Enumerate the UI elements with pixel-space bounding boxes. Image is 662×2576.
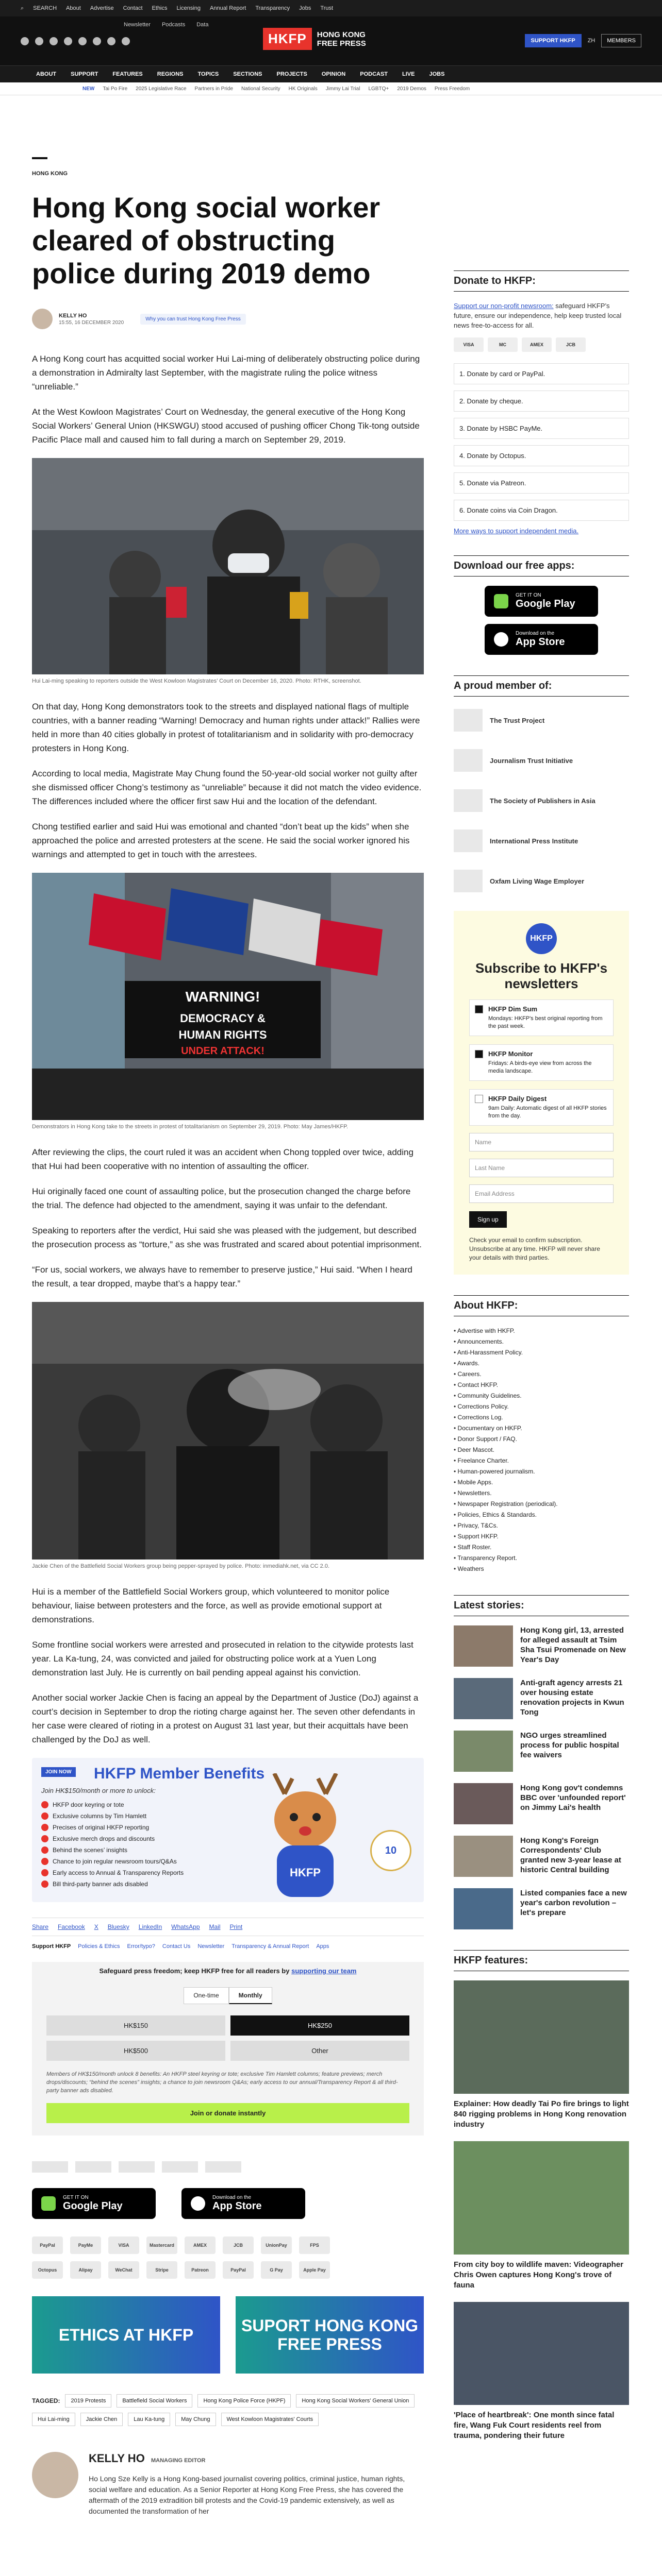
nav-item[interactable]: REGIONS — [157, 71, 184, 77]
about-link[interactable]: • Support HKFP. — [454, 1531, 629, 1542]
app-store-button[interactable]: Download on the App Store — [485, 624, 598, 655]
main-nav — [0, 65, 662, 82]
member-logo[interactable]: The Trust Project — [454, 706, 629, 735]
share-link[interactable]: Mail — [209, 1923, 221, 1930]
header-link[interactable]: Newsletter — [124, 22, 151, 28]
footer-link[interactable]: Apps — [316, 1943, 329, 1950]
about-link[interactable]: • Documentary on HKFP. — [454, 1423, 629, 1434]
nav-item[interactable]: PROJECTS — [276, 71, 307, 77]
trending-item[interactable]: 2019 Demos — [397, 86, 426, 92]
support-links-row — [32, 1943, 424, 1950]
logo-text: HONG KONG FREE PRESS — [317, 30, 366, 48]
story-card[interactable] — [454, 1678, 629, 1719]
story-title[interactable]: Hong Kong's Foreign Correspondents' Club granted new 3-year lease at historic Central building — [520, 1836, 621, 1874]
members-button[interactable]: MEMBERS — [601, 34, 641, 47]
about-link[interactable]: • Advertise with HKFP. — [454, 1326, 629, 1336]
member-logo[interactable]: Journalism Trust Initiative — [454, 746, 629, 775]
about-link[interactable]: • Careers. — [454, 1369, 629, 1380]
sidebar-heading: A proud member of: — [454, 675, 629, 697]
section-label[interactable]: HONG KONG — [32, 171, 68, 177]
promo-subtitle: Join HK$150/month or more to unlock: — [41, 1787, 156, 1794]
donate-option[interactable]: 3. Donate by HSBC PayMe. — [454, 418, 629, 439]
facebook-icon[interactable] — [21, 37, 29, 45]
author-bio-text: Ho Long Sze Kelly is a Hong Kong-based journalist covering politics, criminal justice, human rights, social welfare and education. As a Senior Reporter at Hong Kong Free Press, she has covered the aftermath of the 2019 extradition bill protests and the Covid-19 pandemic extensively, as well as documented the transformation of her — [89, 2475, 405, 2515]
about-link[interactable]: • Mobile Apps. — [454, 1477, 629, 1488]
about-link[interactable]: • Corrections Policy. — [454, 1401, 629, 1412]
nav-item[interactable]: OPINION — [321, 71, 346, 77]
amount-option[interactable]: HK$250 — [230, 2015, 409, 2036]
footer-link[interactable]: Error/typo? — [127, 1943, 155, 1950]
search-icon[interactable]: ⌕ — [21, 5, 24, 11]
about-link[interactable]: • Newsletters. — [454, 1488, 629, 1499]
donate-option[interactable]: 6. Donate coins via Coin Dragon. — [454, 500, 629, 521]
benefit-item: Precises of original HKFP reporting — [41, 1824, 184, 1831]
sidebar-heading: About HKFP: — [454, 1295, 629, 1316]
share-link[interactable]: WhatsApp — [171, 1923, 200, 1930]
donate-option[interactable]: 1. Donate by card or PayPal. — [454, 363, 629, 384]
photo-pepper-spray — [32, 1302, 424, 1560]
trending-bar — [0, 82, 662, 95]
newsletter-option[interactable]: HKFP Dim Sum Mondays: HKFP's best original reporting from the past week. — [469, 999, 614, 1036]
newsletter-option[interactable]: HKFP Monitor Fridays: A birds-eye view from across the media landscape. — [469, 1044, 614, 1081]
about-link[interactable]: • Announcements. — [454, 1336, 629, 1347]
threads-icon[interactable] — [64, 37, 72, 45]
membership-panel — [454, 675, 629, 895]
trending-item[interactable]: Jimmy Lai Trial — [325, 86, 360, 92]
membership-promo[interactable] — [32, 1758, 424, 1902]
check-icon — [41, 1801, 48, 1808]
donate-panel — [454, 270, 629, 535]
features-panel — [454, 1950, 629, 2441]
sidebar-heading: Download our free apps: — [454, 555, 629, 577]
share-link[interactable]: Facebook — [58, 1923, 85, 1930]
donate-button[interactable]: Join or donate instantly — [46, 2103, 409, 2123]
payment-logo[interactable]: Mastercard — [146, 2236, 177, 2254]
benefit-item: Early access to Annual & Transparency Reports — [41, 1869, 184, 1876]
benefit-item: Exclusive merch drops and discounts — [41, 1835, 184, 1842]
paragraph: A Hong Kong court has acquitted social worker Hui Lai-ming of deliberately obstructing police during a demonstration in Admiralty last September, with the magistrate ruling the police witness “unreliable.” — [32, 354, 420, 392]
publish-date: 15:55, 16 DECEMBER 2020 — [59, 319, 124, 326]
amount-option[interactable]: HK$500 — [46, 2041, 225, 2061]
about-links — [454, 1326, 629, 1574]
donate-option[interactable]: 2. Donate by cheque. — [454, 391, 629, 412]
nav-item[interactable]: SUPPORT — [71, 71, 98, 77]
checkbox[interactable] — [475, 1095, 483, 1103]
about-link[interactable]: • Deer Mascot. — [454, 1445, 629, 1455]
benefit-item: HKFP door keyring or tote — [41, 1801, 184, 1808]
topbar-item[interactable]: Transparency — [255, 5, 290, 11]
about-link[interactable]: • Human-powered journalism. — [454, 1466, 629, 1477]
payment-logo[interactable]: Apple Pay — [299, 2261, 330, 2279]
payment-methods — [32, 2236, 424, 2279]
apple-icon — [494, 632, 508, 647]
paragraph: Hui originally faced one count of assaulting police, but the prosecution changed the charge before the trial. The defence had objected to the amendment, saying it was unfair to the defendant. — [32, 1187, 411, 1210]
footer-link[interactable]: Newsletter — [197, 1943, 225, 1950]
trending-item[interactable]: LGBTQ+ — [368, 86, 389, 92]
support-team-link[interactable]: supporting our team — [291, 1967, 357, 1975]
trending-item[interactable]: HK Originals — [288, 86, 318, 92]
svg-text:DEMOCRACY &: DEMOCRACY & — [180, 1012, 266, 1025]
svg-text:UNDER ATTACK!: UNDER ATTACK! — [181, 1045, 264, 1057]
partner-logo[interactable] — [32, 2161, 68, 2173]
partner-logo[interactable] — [205, 2161, 241, 2173]
about-link[interactable]: • Awards. — [454, 1358, 629, 1369]
last-name-input[interactable]: Last Name — [469, 1159, 614, 1177]
sidebar-heading: Latest stories: — [454, 1595, 629, 1616]
about-link[interactable]: • Corrections Log. — [454, 1412, 629, 1423]
share-link[interactable]: LinkedIn — [138, 1923, 162, 1930]
story-title[interactable]: NGO urges streamlined process for public hospital fee waivers — [520, 1731, 619, 1759]
email-input[interactable]: Email Address — [469, 1184, 614, 1203]
instagram-icon[interactable] — [49, 37, 58, 45]
google-play-icon — [494, 594, 508, 608]
check-icon — [41, 1812, 48, 1820]
story-card[interactable] — [454, 1836, 629, 1877]
donate-widget — [32, 1962, 424, 2136]
share-link[interactable]: Share — [32, 1923, 49, 1930]
story-card[interactable] — [454, 1625, 629, 1667]
payment-logo[interactable]: AMEX — [185, 2236, 216, 2254]
section-rule — [32, 157, 47, 159]
author-name[interactable]: KELLY HO — [59, 312, 87, 319]
member-logo[interactable]: Oxfam Living Wage Employer — [454, 867, 629, 895]
article — [32, 95, 424, 2517]
feature-image[interactable] — [454, 2141, 629, 2255]
check-icon — [41, 1869, 48, 1876]
frequency-toggle — [32, 1987, 424, 2004]
payment-logo[interactable]: Patreon — [185, 2261, 216, 2279]
paragraph: Chong testified earlier and said Hui was emotional and chanted “don’t beat up the kids” when she approached the police and arrested protesters at the scene. He said the social worker ignored his warnings and attempted to get in touch with the arrestees. — [32, 822, 410, 859]
story-card[interactable] — [454, 1731, 629, 1772]
article-body — [32, 352, 424, 1902]
nav-item[interactable]: SECTIONS — [233, 71, 262, 77]
photo-court-reporters — [32, 458, 424, 674]
check-icon — [41, 1880, 48, 1888]
donate-note: Members of HK$150/month unlock 8 benefits: An HKFP steel keyring or tote; exclusive Tim Hamlett columns; feature previews; merch drops/discounts; “behind the scenes” insights; a chance to join newsroom Q&As; early access to our annual/Transparency Report & all third-party banner ads disabled. — [46, 2071, 398, 2094]
donate-heading: Safeguard press freedom; keep HKFP free for all readers by supporting our team — [99, 1967, 357, 1975]
about-link[interactable]: • Transparency Report. — [454, 1553, 629, 1564]
trending-item[interactable]: Tai Po Fire — [103, 86, 128, 92]
deer-mascot-illustration — [249, 1773, 362, 1897]
app-store-button[interactable]: Download on the App Store — [181, 2188, 305, 2219]
check-icon — [41, 1824, 48, 1831]
nav-item[interactable]: FEATURES — [112, 71, 143, 77]
paragraph: Hui is a member of the Battlefield Social Workers group, which volunteered to monitor police behaviour, liaise between protesters and the force, as well as provide emotional support at demonstrations. — [32, 1587, 390, 1624]
paragraph: On that day, Hong Kong demonstrators took to the streets and displayed national flags of multiple countries, with a banner reading “Warning! Democracy and human rights under attack!” Rallies were held in more than 40 cities globally in protest of totalitarianism and in solidarity with pro-democracy protesters in Hong Kong. — [32, 702, 420, 753]
author-bio — [32, 2452, 424, 2517]
promo-title: HKFP Member Benefits — [94, 1765, 265, 1782]
svg-text:HUMAN RIGHTS: HUMAN RIGHTS — [178, 1028, 267, 1041]
topbar-item[interactable]: Jobs — [299, 5, 311, 11]
ethics-banner[interactable]: ETHICS AT HKFP — [32, 2296, 220, 2374]
donate-option[interactable]: 5. Donate via Patreon. — [454, 472, 629, 494]
payment-logo[interactable]: Octopus — [32, 2261, 63, 2279]
svg-text:HKFP: HKFP — [290, 1866, 321, 1879]
about-link[interactable]: • Staff Roster. — [454, 1542, 629, 1553]
payment-logo[interactable]: FPS — [299, 2236, 330, 2254]
support-link[interactable]: Support HKFP — [32, 1943, 71, 1950]
sidebar-heading: HKFP features: — [454, 1950, 629, 1971]
story-thumbnail[interactable] — [454, 1836, 513, 1877]
about-panel — [454, 1295, 629, 1574]
payment-logo[interactable]: PayMe — [70, 2236, 101, 2254]
tagged-label: TAGGED: — [32, 2397, 60, 2404]
about-link[interactable]: • Policies, Ethics & Standards. — [454, 1510, 629, 1520]
trending-item[interactable]: Press Freedom — [434, 86, 470, 92]
feature-image[interactable] — [454, 2302, 629, 2405]
paragraph: Some frontline social workers were arrested and prosecuted in relation to the citywide protests last year. La Ka-tung, 24, was convicted and jailed for obstructing police work at a Yuen Long demonstration last July. He is currently on bail pending appeal against his conviction. — [32, 1640, 413, 1677]
name-input[interactable]: Name — [469, 1133, 614, 1151]
trending-item[interactable]: National Security — [241, 86, 280, 92]
story-thumbnail[interactable] — [454, 1888, 513, 1929]
feature-image[interactable] — [454, 1980, 629, 2094]
about-link[interactable]: • Freelance Charter. — [454, 1455, 629, 1466]
story-card[interactable] — [454, 1888, 629, 1929]
article-photo[interactable] — [32, 873, 424, 1120]
photo-caption: Hui Lai-ming speaking to reporters outside the West Kowloon Magistrates’ Court on December 16, 2020. Photo: RTHK, screenshot. — [32, 678, 361, 684]
donate-option[interactable]: 4. Donate by Octopus. — [454, 445, 629, 466]
language-switch[interactable]: ZH — [587, 38, 595, 44]
benefit-item: Exclusive columns by Tim Hamlett — [41, 1812, 184, 1820]
newsletter-signup — [454, 911, 629, 1275]
check-icon — [41, 1835, 48, 1842]
payment-logo[interactable]: VISA — [108, 2236, 139, 2254]
trending-item[interactable]: 2025 Legislative Race — [136, 86, 187, 92]
nav-item[interactable]: JOBS — [429, 71, 445, 77]
author-avatar[interactable] — [32, 2452, 78, 2498]
utility-bar — [0, 0, 662, 16]
card-logo: JCB — [556, 337, 586, 352]
newsletter-option[interactable]: HKFP Daily Digest 9am Daily: Automatic digest of all HKFP stories from the day. — [469, 1089, 614, 1126]
header-actions — [525, 34, 641, 47]
payment-logo[interactable]: Alipay — [70, 2261, 101, 2279]
tag-chip[interactable]: 2019 Protests — [65, 2394, 111, 2408]
paragraph: After reviewing the clips, the court ruled it was an accident when Chong toppled over twice, adding that Hui had been cooperative with no intention of assaulting the officer. — [32, 1147, 413, 1171]
checkbox[interactable] — [475, 1050, 483, 1058]
topbar-tag[interactable]: Trust — [320, 5, 334, 11]
share-link[interactable]: X — [94, 1923, 98, 1930]
header-link[interactable]: Data — [196, 22, 209, 28]
sidebar — [454, 95, 629, 2452]
partner-logo[interactable] — [162, 2161, 198, 2173]
whatsapp-icon[interactable] — [93, 37, 101, 45]
tag-chip[interactable]: Hong Kong Social Workers' General Union — [296, 2394, 415, 2408]
donate-options — [454, 363, 629, 521]
benefit-item: Behind the scenes’ insights — [41, 1846, 184, 1854]
tag-chip[interactable]: Battlefield Social Workers — [117, 2394, 192, 2408]
tag-chip[interactable]: Hui Lai-ming — [32, 2413, 75, 2426]
anniversary-badge: 10 — [370, 1830, 411, 1871]
amount-options — [32, 2004, 424, 2061]
trust-link[interactable]: Why you can trust Hong Kong Free Press — [140, 314, 246, 325]
amount-option[interactable]: Other — [230, 2041, 409, 2061]
support-hkfp-button[interactable]: SUPPORT HKFP — [525, 34, 582, 47]
mail-icon[interactable] — [107, 37, 115, 45]
feature-title[interactable]: From city boy to wildlife maven: Videographer Chris Owen captures Hong Kong's trove of fauna — [454, 2260, 623, 2290]
byline — [32, 309, 424, 329]
site-logo[interactable] — [263, 28, 366, 50]
logo-mark: HKFP — [263, 28, 312, 50]
footer-link[interactable]: Transparency & Annual Report — [231, 1943, 309, 1950]
member-logo[interactable]: The Society of Publishers in Asia — [454, 786, 629, 815]
hkfp-logo: HKFP — [526, 923, 557, 954]
paragraph: According to local media, Magistrate May Chung found the 50-year-old social worker not guilty after she dismissed officer Chong’s testimony as “unreliable” because it did not match the video evidence. The differences included where the officer first saw Hui and the location of the defendant. — [32, 769, 422, 806]
paragraph: Another social worker Jackie Chen is facing an appeal by the Department of Justice (DoJ) against a court’s decision in September to drop the rioting charge against her. The seven other defendants in her case were cleared of rioting in a protest on August 31 last year, but their acquittals have been challenged by the DoJ as well. — [32, 1693, 419, 1744]
tag-chip[interactable]: Jackie Chen — [80, 2413, 123, 2426]
promo-banners — [32, 2296, 424, 2374]
author-avatar[interactable] — [32, 309, 53, 329]
photo-protest-march — [32, 873, 424, 1120]
paragraph: Speaking to reporters after the verdict, Hui said she was pleased with the judgement, but described the prosecution process as “torture,” as she was frustrated and scared about potential imprisonment. — [32, 1226, 422, 1249]
paragraph: “For us, social workers, we always have to remember to preserve justice,” Hui said. “When I heard the result, a tear dropped, maybe that’s a happy tear.” — [32, 1265, 412, 1289]
payment-logo[interactable]: WeChat — [108, 2261, 139, 2279]
about-link[interactable]: • Privacy, T&Cs. — [454, 1520, 629, 1531]
topbar-item[interactable]: Contact — [123, 5, 143, 11]
article-photo[interactable] — [32, 1302, 424, 1560]
share-bar — [32, 1918, 424, 1936]
feature-title[interactable]: Explainer: How deadly Tai Po fire brings to light 840 rigging problems in Hong Kong renovation industry — [454, 2099, 629, 2129]
payment-logo[interactable]: Stripe — [146, 2261, 177, 2279]
payment-logo[interactable]: PayPal — [223, 2261, 254, 2279]
author-name[interactable]: KELLY HO — [89, 2452, 145, 2465]
topbar-item[interactable]: Licensing — [176, 5, 201, 11]
feature-title[interactable]: 'Place of heartbreak': One month since fatal fire, Wang Fuk Court residents reel from trauma, pondering their future — [454, 2411, 615, 2440]
photo-caption: Demonstrators in Hong Kong take to the streets in protest of totalitarianism on September 29, 2019. Photo: May James/HKFP. — [32, 1124, 349, 1130]
google-play-icon — [41, 2196, 56, 2211]
tag-chip[interactable]: May Chung — [175, 2413, 216, 2426]
photo-caption: Jackie Chen of the Battlefield Social Workers group being pepper-sprayed by police. Photo: inmediahk.net, via CC 2.0. — [32, 1563, 330, 1569]
payment-logo[interactable]: UnionPay — [261, 2236, 292, 2254]
card-logo: MC — [488, 337, 518, 352]
story-title[interactable]: Hong Kong girl, 13, arrested for alleged assault at Tsim Sha Tsui Promenade on New Year's Day — [520, 1626, 626, 1664]
topbar-item[interactable]: Advertise — [90, 5, 114, 11]
sidebar-heading: Donate to HKFP: — [454, 270, 629, 292]
card-logos — [454, 337, 629, 352]
header-link[interactable]: Podcasts — [161, 22, 186, 28]
benefit-item: Chance to join regular newsroom tours/Q&As — [41, 1858, 184, 1865]
support-banner[interactable]: SUPORT HONG KONG FREE PRESS — [236, 2296, 424, 2374]
tag-list — [32, 2394, 424, 2426]
member-logo[interactable]: International Press Institute — [454, 826, 629, 855]
payment-logo[interactable]: JCB — [223, 2236, 254, 2254]
checkbox[interactable] — [475, 1005, 483, 1013]
sign-up-button[interactable]: Sign up — [469, 1211, 507, 1228]
more-ways-link[interactable]: More ways to support independent media. — [454, 527, 579, 535]
article-title: Hong Kong social worker cleared of obstructing police during 2019 demo — [32, 191, 380, 290]
story-title[interactable]: Anti-graft agency arrests 21 over housing estate renovation projects in Kwun Tong — [520, 1679, 624, 1717]
donate-intro: Support our non-profit newsroom: safeguard HKFP’s future, ensure our independence, help keep trusted local news free-to-access for all. — [454, 302, 622, 329]
about-link[interactable]: • Community Guidelines. — [454, 1391, 629, 1401]
svg-text:WARNING!: WARNING! — [185, 989, 260, 1005]
partner-logo[interactable] — [75, 2161, 111, 2173]
article-photo[interactable] — [32, 458, 424, 674]
share-link[interactable]: Bluesky — [107, 1923, 129, 1930]
trending-label: NEW — [82, 86, 95, 92]
topbar-item[interactable]: Annual Report — [210, 5, 246, 11]
benefit-item: Bill third-party banner ads disabled — [41, 1880, 184, 1888]
author-role: MANAGING EDITOR — [151, 2458, 206, 2464]
story-thumbnail[interactable] — [454, 1731, 513, 1772]
story-thumbnail[interactable] — [454, 1678, 513, 1719]
story-thumbnail[interactable] — [454, 1625, 513, 1667]
card-logo: AMEX — [522, 337, 552, 352]
join-now-badge[interactable]: JOIN NOW — [41, 1767, 76, 1777]
trust-logos-row — [32, 2161, 424, 2173]
freq-one-time[interactable]: One-time — [184, 1987, 228, 2004]
payment-logo[interactable]: G Pay — [261, 2261, 292, 2279]
newsletter-fineprint: Check your email to confirm subscription. Unsubscribe at any time. HKFP will never share your details with third parties. — [469, 1236, 600, 1261]
partner-logo[interactable] — [119, 2161, 155, 2173]
apple-icon — [191, 2196, 205, 2211]
about-link[interactable]: • Donor Support / FAQ. — [454, 1434, 629, 1445]
app-store-row — [32, 2188, 424, 2219]
about-link[interactable]: • Contact HKFP. — [454, 1380, 629, 1391]
freq-monthly[interactable]: Monthly — [229, 1987, 272, 2004]
benefit-list — [41, 1801, 184, 1892]
nav-item[interactable]: LIVE — [402, 71, 415, 77]
newsletter-title: Subscribe to HKFP's newsletters — [475, 960, 608, 991]
social-links — [21, 37, 130, 45]
google-play-button[interactable]: GET IT ON Google Play — [32, 2188, 156, 2219]
footer-link[interactable]: Contact Us — [162, 1943, 191, 1950]
donate-intro-link[interactable]: Support our non-profit newsroom: — [454, 302, 554, 310]
member-logos — [454, 706, 629, 895]
youtube-icon[interactable] — [78, 37, 87, 45]
payment-logo[interactable]: PayPal — [32, 2236, 63, 2254]
trending-item[interactable]: Partners in Pride — [194, 86, 234, 92]
header-secondary-nav — [124, 22, 208, 28]
card-logo: VISA — [454, 337, 484, 352]
share-link[interactable]: Print — [229, 1923, 243, 1930]
story-title[interactable]: Listed companies face a new year's carbon revolution – let's prepare — [520, 1889, 627, 1917]
rss-icon[interactable] — [122, 37, 130, 45]
nav-item[interactable]: TOPICS — [197, 71, 219, 77]
tag-chip[interactable]: Hong Kong Police Force (HKPF) — [197, 2394, 291, 2408]
about-link[interactable]: • Newspaper Registration (periodical). — [454, 1499, 629, 1510]
about-link[interactable]: • Weathers — [454, 1564, 629, 1574]
footer-link[interactable]: Policies & Ethics — [78, 1943, 120, 1950]
topbar-item[interactable]: About — [66, 5, 81, 11]
apps-panel — [454, 555, 629, 655]
about-link[interactable]: • Anti-Harassment Policy. — [454, 1347, 629, 1358]
tag-chip[interactable]: Lau Ka-tung — [128, 2413, 170, 2426]
check-icon — [41, 1858, 48, 1865]
latest-stories — [454, 1595, 629, 1929]
x-icon[interactable] — [35, 37, 43, 45]
story-title[interactable]: Hong Kong gov't condemns BBC over 'unfounded report' on Jimmy Lai's health — [520, 1784, 626, 1812]
story-card[interactable] — [454, 1783, 629, 1824]
nav-item[interactable]: PODCAST — [360, 71, 388, 77]
tag-chip[interactable]: West Kowloon Magistrates' Courts — [221, 2413, 319, 2426]
check-icon — [41, 1846, 48, 1854]
topbar-item[interactable]: Ethics — [152, 5, 168, 11]
story-thumbnail[interactable] — [454, 1783, 513, 1824]
amount-option[interactable]: HK$150 — [46, 2015, 225, 2036]
topbar-item[interactable]: SEARCH — [33, 5, 57, 11]
nav-item[interactable]: ABOUT — [36, 71, 57, 77]
site-header — [0, 16, 662, 65]
paragraph: At the West Kowloon Magistrates’ Court on Wednesday, the general executive of the Hong Kong Social Workers’ General Union (HKSWGU) stood accused of pushing officer Chong Tik-tong outside Pacific Place mall and caused him to fall during a march on September 29, 2019. — [32, 407, 420, 445]
google-play-button[interactable]: GET IT ON Google Play — [485, 586, 598, 617]
